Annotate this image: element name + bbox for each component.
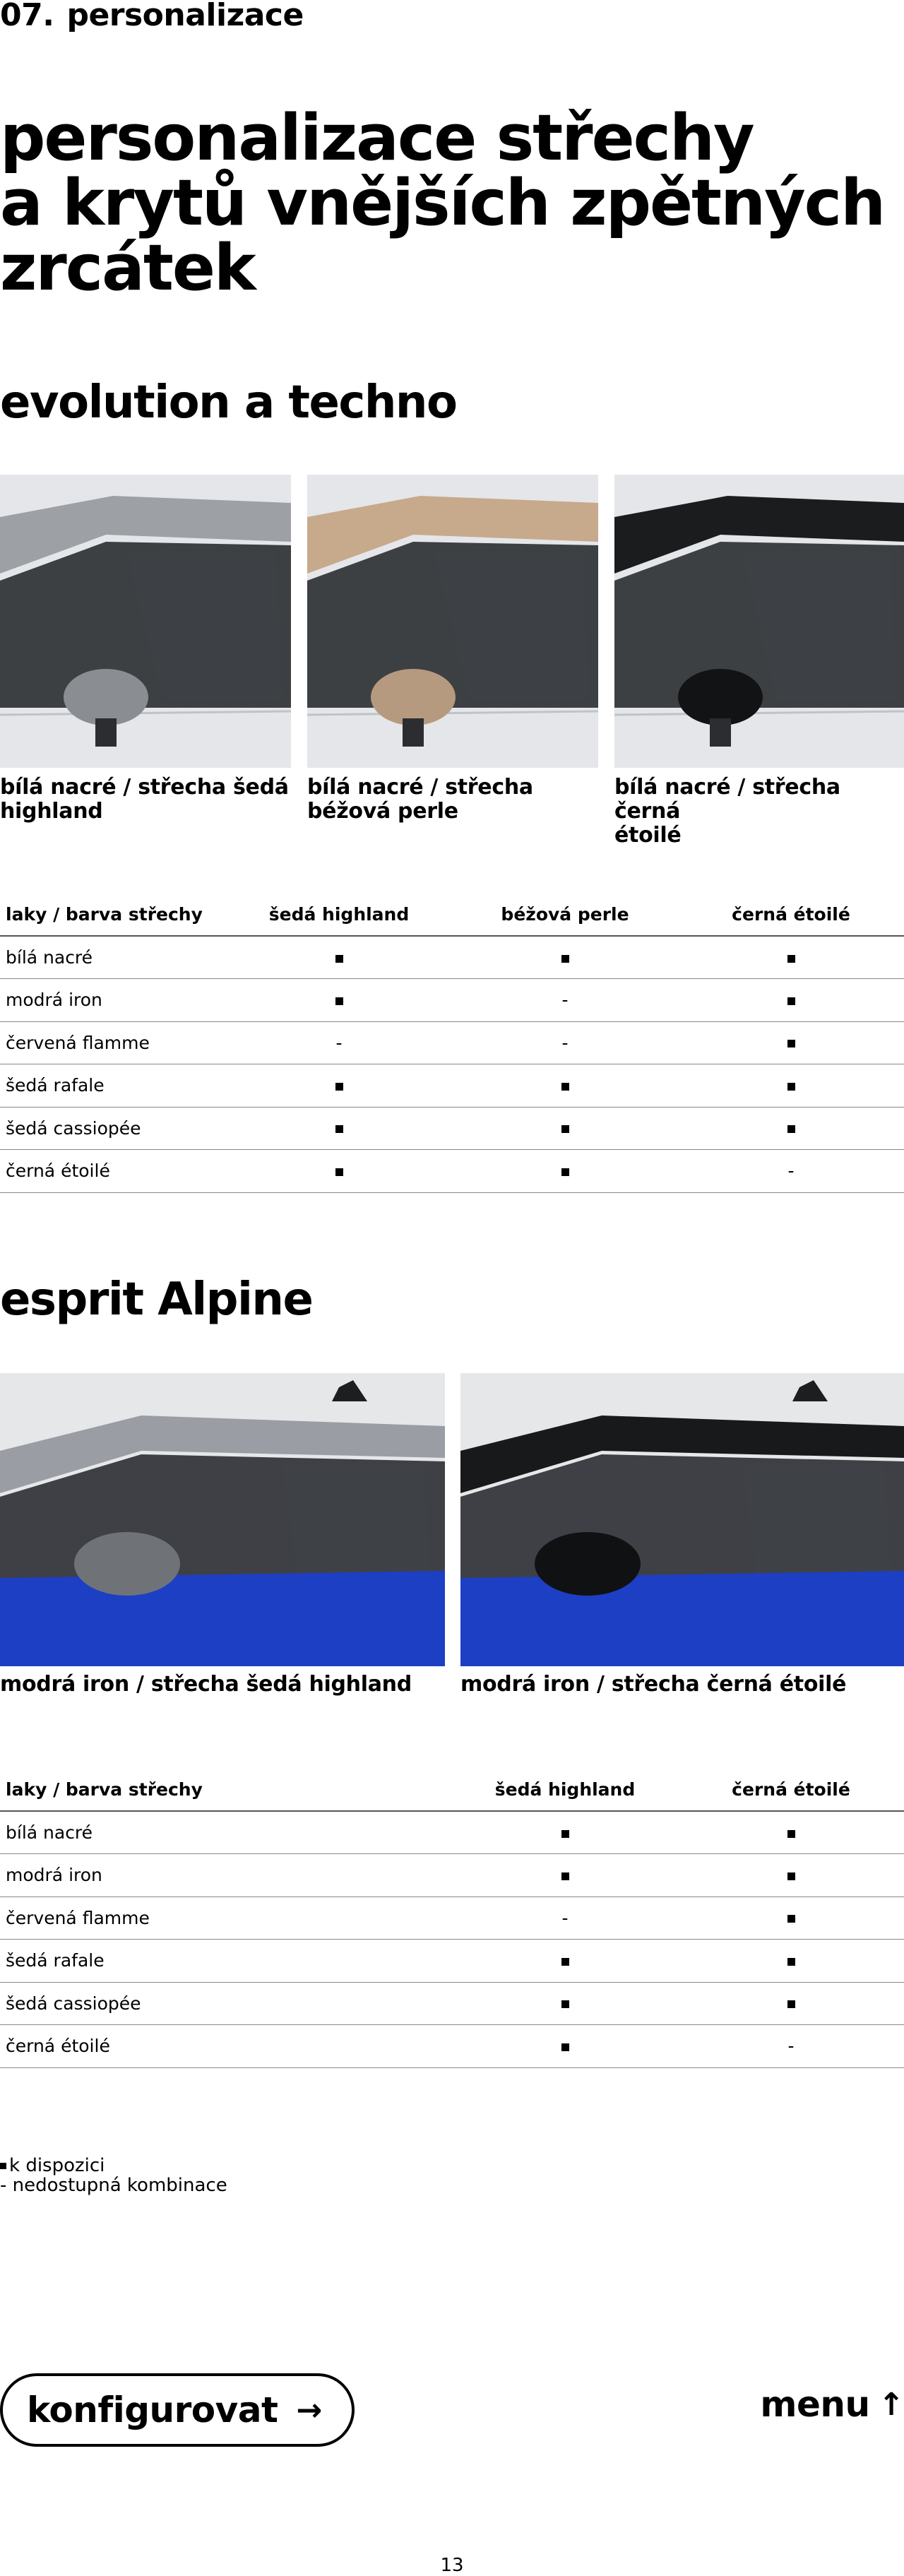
table-row (0, 1940, 904, 1983)
car-photo (0, 1373, 445, 1666)
availability-cell (452, 1064, 678, 1108)
availability-cell (452, 1811, 678, 1854)
table-header-row (0, 1769, 904, 1811)
availability-cell (226, 936, 452, 979)
paint-name: šedá rafale (0, 1064, 226, 1108)
available-mark-icon (787, 1083, 795, 1091)
table-header-cell: černá étoilé (678, 1769, 904, 1811)
esprit-caption-2: modrá iron / střecha černá étoilé (460, 1672, 847, 1697)
table-row (0, 1150, 904, 1193)
legend (0, 2156, 227, 2195)
available-mark-icon (561, 1958, 569, 1966)
available-mark-icon (335, 1125, 343, 1133)
availability-cell (678, 1150, 904, 1193)
caption-line: bílá nacré / střecha (307, 775, 533, 800)
evolution-caption-2 (307, 776, 604, 824)
car-mirror (371, 669, 456, 725)
car-mirror (74, 1532, 180, 1596)
caption-line: bílá nacré / střecha černá (614, 775, 840, 824)
table-row (0, 1107, 904, 1150)
page-title-line-1: personalizace střechy (0, 101, 754, 175)
available-mark-icon (787, 955, 795, 963)
available-mark-icon (335, 955, 343, 963)
esprit-options-table (0, 1769, 904, 2068)
table-row (0, 979, 904, 1022)
unavailable-mark: - (561, 990, 569, 1011)
availability-cell (452, 1940, 678, 1983)
available-mark-icon (787, 997, 795, 1005)
table-row (0, 1982, 904, 2025)
table-row (0, 936, 904, 979)
car-body (460, 1571, 904, 1666)
esprit-heading: esprit Alpine (0, 1274, 313, 1326)
table-row (0, 1811, 904, 1854)
table-header-cell: šedá highland (452, 1769, 678, 1811)
availability-cell (226, 1150, 452, 1193)
availability-cell (226, 1064, 452, 1108)
available-mark-icon (787, 2000, 795, 2008)
filled-square-icon (0, 2163, 6, 2169)
available-mark-icon (787, 1915, 795, 1923)
availability-cell (452, 1021, 678, 1064)
available-mark-icon (787, 1040, 795, 1047)
availability-cell (678, 936, 904, 979)
evolution-caption-3 (614, 776, 904, 848)
arrow-right-icon: → (296, 2392, 322, 2428)
table-row (0, 1064, 904, 1108)
available-mark-icon (561, 1830, 569, 1838)
availability-cell (678, 979, 904, 1022)
unavailable-mark: - (561, 1907, 569, 1928)
legend-available (0, 2156, 227, 2176)
available-mark-icon (335, 997, 343, 1005)
menu-button[interactable] (760, 2384, 904, 2425)
evolution-photo-1 (0, 475, 291, 768)
availability-cell (678, 1021, 904, 1064)
available-mark-icon (561, 2000, 569, 2008)
availability-cell (452, 936, 678, 979)
table-header-row (0, 894, 904, 936)
available-mark-icon (561, 1083, 569, 1091)
unavailable-mark: - (561, 1032, 569, 1053)
paint-name: modrá iron (0, 1854, 452, 1897)
availability-cell (452, 1150, 678, 1193)
availability-cell (678, 1982, 904, 2025)
availability-cell (678, 1064, 904, 1108)
unavailable-mark: - (787, 1161, 795, 1182)
esprit-photo-2 (460, 1373, 904, 1666)
evolution-photo-2 (307, 475, 598, 768)
car-mirror (64, 669, 148, 725)
evolution-photo-3 (614, 475, 904, 768)
legend-unavailable-label: - nedostupná kombinace (0, 2175, 227, 2196)
availability-cell (226, 979, 452, 1022)
available-mark-icon (787, 1830, 795, 1838)
available-mark-icon (787, 1125, 795, 1133)
availability-cell (678, 1811, 904, 1854)
table-row (0, 1021, 904, 1064)
available-mark-icon (561, 1125, 569, 1133)
availability-cell (678, 1897, 904, 1940)
esprit-caption-1: modrá iron / střecha šedá highland (0, 1672, 412, 1697)
paint-name: černá étoilé (0, 2025, 452, 2068)
page-title-line-2: a krytů vnějších zpětných (0, 166, 885, 240)
availability-cell (452, 1107, 678, 1150)
caption-line: bílá nacré / střecha šedá (0, 775, 289, 800)
menu-button-label: menu (760, 2384, 870, 2425)
section-number: 07. (0, 0, 54, 33)
caption-line: béžová perle (307, 799, 458, 824)
configure-button[interactable] (0, 2373, 355, 2447)
table-row (0, 1854, 904, 1897)
car-photo (0, 475, 291, 768)
available-mark-icon (787, 1958, 795, 1966)
page-title-line-3: zrcátek (0, 231, 255, 305)
available-mark-icon (561, 1872, 569, 1880)
paint-name: červená flamme (0, 1897, 452, 1940)
configure-button-label: konfigurovat (27, 2390, 278, 2430)
table-header-cell: šedá highland (226, 894, 452, 936)
table-row (0, 2025, 904, 2068)
paint-name: šedá rafale (0, 1940, 452, 1983)
availability-cell (226, 1107, 452, 1150)
table-header-cell: laky / barva střechy (0, 894, 226, 936)
car-mirror (535, 1532, 641, 1596)
availability-cell (226, 1021, 452, 1064)
availability-cell (452, 1897, 678, 1940)
unavailable-mark: - (335, 1032, 343, 1053)
page-number: 13 (440, 2555, 464, 2576)
available-mark-icon (787, 1872, 795, 1880)
car-photo (460, 1373, 904, 1666)
paint-name: modrá iron (0, 979, 226, 1022)
available-mark-icon (335, 1083, 343, 1091)
car-body (0, 1571, 445, 1666)
evolution-options-table (0, 894, 904, 1193)
legend-unavailable (0, 2176, 227, 2195)
availability-cell (678, 1107, 904, 1150)
available-mark-icon (561, 2043, 569, 2051)
availability-cell (678, 2025, 904, 2068)
availability-cell (678, 1940, 904, 1983)
esprit-photo-1 (0, 1373, 445, 1666)
availability-cell (452, 1854, 678, 1897)
evolution-caption-1 (0, 776, 297, 824)
availability-cell (678, 1854, 904, 1897)
paint-name: černá étoilé (0, 1150, 226, 1193)
paint-name: bílá nacré (0, 936, 226, 979)
table-header-cell: béžová perle (452, 894, 678, 936)
car-photo (307, 475, 598, 768)
section-label (0, 0, 304, 31)
evolution-heading: evolution a techno (0, 376, 457, 429)
paint-name: bílá nacré (0, 1811, 452, 1854)
car-photo (614, 475, 904, 768)
caption-line: étoilé (614, 823, 682, 848)
arrow-up-icon: ↑ (878, 2386, 904, 2423)
car-mirror (678, 669, 763, 725)
available-mark-icon (561, 1168, 569, 1176)
section-name: personalizace (66, 0, 304, 33)
caption-line: highland (0, 799, 103, 824)
page-title (0, 101, 904, 305)
availability-cell (452, 979, 678, 1022)
unavailable-mark: - (787, 2036, 795, 2057)
paint-name: červená flamme (0, 1021, 226, 1064)
availability-cell (452, 1982, 678, 2025)
table-row (0, 1897, 904, 1940)
table-header-cell: černá étoilé (678, 894, 904, 936)
availability-cell (452, 2025, 678, 2068)
available-mark-icon (335, 1168, 343, 1176)
table-header-cell: laky / barva střechy (0, 1769, 452, 1811)
paint-name: šedá cassiopée (0, 1107, 226, 1150)
paint-name: šedá cassiopée (0, 1982, 452, 2025)
available-mark-icon (561, 955, 569, 963)
legend-available-label: k dispozici (9, 2155, 105, 2176)
